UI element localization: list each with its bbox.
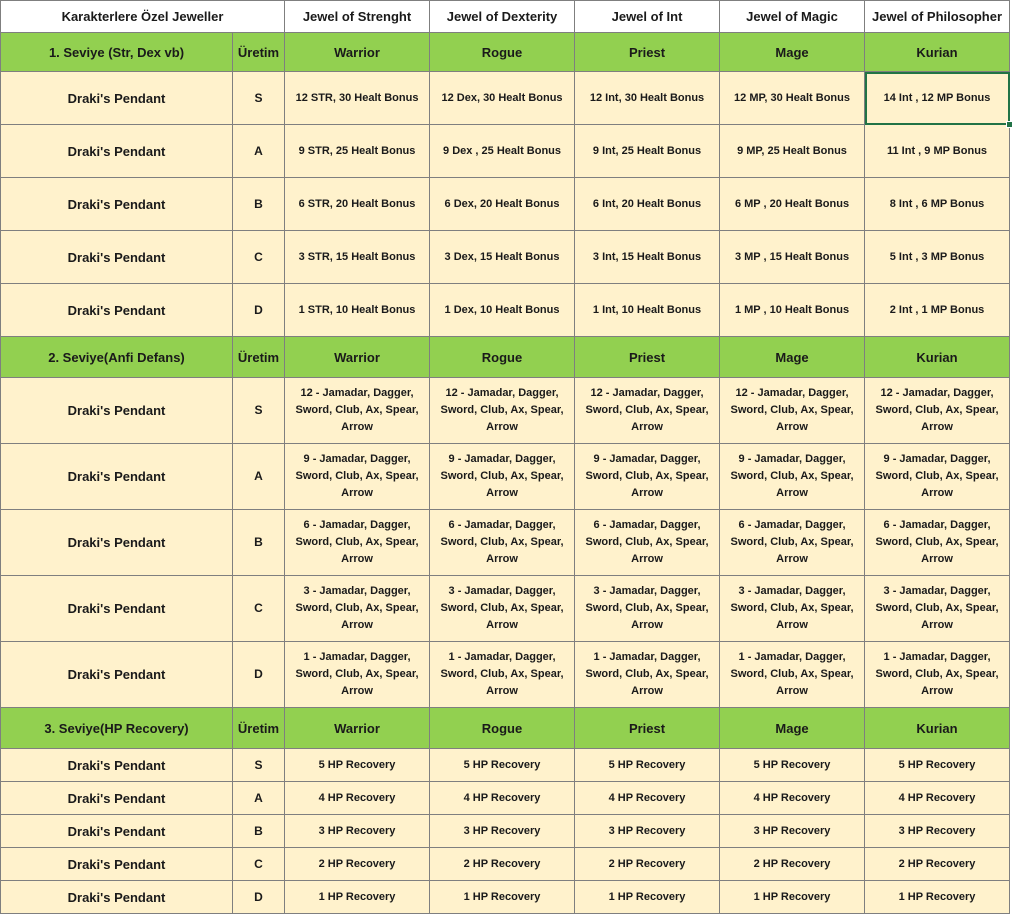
bonus-value-cell[interactable]: 3 HP Recovery [285, 815, 430, 848]
item-name-cell[interactable]: Draki's Pendant [1, 125, 233, 178]
bonus-value-cell[interactable]: 1 MP , 10 Healt Bonus [720, 284, 865, 337]
bonus-value-cell[interactable]: 9 - Jamadar, Dagger, Sword, Club, Ax, Spear, Arrow [865, 444, 1010, 510]
bonus-value-cell[interactable]: 5 HP Recovery [865, 749, 1010, 782]
bonus-value-cell[interactable]: 1 - Jamadar, Dagger, Sword, Club, Ax, Spear, Arrow [865, 642, 1010, 708]
table-row [1, 749, 1010, 782]
table-row [1, 284, 1010, 337]
grade-cell[interactable]: S [233, 749, 285, 782]
bonus-value-cell[interactable]: 9 - Jamadar, Dagger, Sword, Club, Ax, Spear, Arrow [720, 444, 865, 510]
bonus-value-cell[interactable]: 3 Int, 15 Healt Bonus [575, 231, 720, 284]
grade-cell[interactable]: A [233, 444, 285, 510]
bonus-value-cell[interactable]: 12 Dex, 30 Healt Bonus [430, 72, 575, 125]
bonus-value-cell[interactable]: 4 HP Recovery [720, 782, 865, 815]
bonus-value-cell[interactable]: 5 HP Recovery [430, 749, 575, 782]
uretim-header-cell[interactable]: Üretim [233, 337, 285, 378]
jewel-header-cell[interactable]: Jewel of Int [575, 1, 720, 33]
bonus-value-cell[interactable]: 2 HP Recovery [285, 848, 430, 881]
bonus-value-cell[interactable]: 3 STR, 15 Healt Bonus [285, 231, 430, 284]
bonus-value-cell[interactable]: 1 - Jamadar, Dagger, Sword, Club, Ax, Spear, Arrow [720, 642, 865, 708]
table-title-cell[interactable]: Karakterlere Özel Jeweller [1, 1, 285, 33]
title-row [1, 1, 1010, 33]
bonus-value-cell[interactable]: 3 - Jamadar, Dagger, Sword, Club, Ax, Spear, Arrow [430, 576, 575, 642]
bonus-value-cell[interactable]: 12 - Jamadar, Dagger, Sword, Club, Ax, Spear, Arrow [430, 378, 575, 444]
bonus-value-cell[interactable]: 2 HP Recovery [575, 848, 720, 881]
item-name-cell[interactable]: Draki's Pendant [1, 642, 233, 708]
bonus-value-cell[interactable]: 6 Int, 20 Healt Bonus [575, 178, 720, 231]
item-name-cell[interactable]: Draki's Pendant [1, 815, 233, 848]
bonus-value-cell[interactable]: 12 - Jamadar, Dagger, Sword, Club, Ax, Spear, Arrow [720, 378, 865, 444]
table-row [1, 378, 1010, 444]
table-row [1, 881, 1010, 914]
bonus-value-cell[interactable]: 5 HP Recovery [720, 749, 865, 782]
bonus-value-cell[interactable]: 12 - Jamadar, Dagger, Sword, Club, Ax, Spear, Arrow [575, 378, 720, 444]
bonus-value-cell[interactable]: 2 HP Recovery [720, 848, 865, 881]
bonus-value-cell[interactable]: 2 HP Recovery [865, 848, 1010, 881]
uretim-header-cell[interactable]: Üretim [233, 708, 285, 749]
grade-cell[interactable]: B [233, 178, 285, 231]
item-name-cell[interactable]: Draki's Pendant [1, 749, 233, 782]
class-header-cell[interactable]: Priest [575, 33, 720, 72]
bonus-value-cell[interactable]: 1 Dex, 10 Healt Bonus [430, 284, 575, 337]
grade-cell[interactable]: D [233, 642, 285, 708]
class-header-cell[interactable]: Warrior [285, 33, 430, 72]
bonus-value-cell[interactable]: 1 HP Recovery [575, 881, 720, 914]
section-header-row [1, 708, 1010, 749]
bonus-value-cell[interactable]: 6 MP , 20 Healt Bonus [720, 178, 865, 231]
bonus-value-cell[interactable]: 11 Int , 9 MP Bonus [865, 125, 1010, 178]
jewel-header-cell[interactable]: Jewel of Strenght [285, 1, 430, 33]
class-header-cell[interactable]: Rogue [430, 708, 575, 749]
section-header-row [1, 33, 1010, 72]
bonus-value-cell[interactable]: 4 HP Recovery [285, 782, 430, 815]
bonus-value-cell[interactable]: 6 STR, 20 Healt Bonus [285, 178, 430, 231]
bonus-value-cell[interactable]: 9 Dex , 25 Healt Bonus [430, 125, 575, 178]
item-name-cell[interactable]: Draki's Pendant [1, 881, 233, 914]
bonus-value-cell[interactable]: 9 - Jamadar, Dagger, Sword, Club, Ax, Spear, Arrow [430, 444, 575, 510]
section-label-cell[interactable]: 2. Seviye(Anfi Defans) [1, 337, 233, 378]
class-header-cell[interactable]: Mage [720, 33, 865, 72]
class-header-cell[interactable]: Mage [720, 708, 865, 749]
item-name-cell[interactable]: Draki's Pendant [1, 782, 233, 815]
grade-cell[interactable]: D [233, 881, 285, 914]
bonus-value-cell[interactable]: 6 - Jamadar, Dagger, Sword, Club, Ax, Spear, Arrow [285, 510, 430, 576]
bonus-value-cell[interactable]: 2 Int , 1 MP Bonus [865, 284, 1010, 337]
bonus-value-cell[interactable]: 1 - Jamadar, Dagger, Sword, Club, Ax, Spear, Arrow [285, 642, 430, 708]
grade-cell[interactable]: B [233, 510, 285, 576]
table-row [1, 178, 1010, 231]
item-name-cell[interactable]: Draki's Pendant [1, 848, 233, 881]
bonus-value-cell[interactable]: 12 Int, 30 Healt Bonus [575, 72, 720, 125]
bonus-value-cell[interactable]: 1 HP Recovery [865, 881, 1010, 914]
bonus-value-cell[interactable]: 3 MP , 15 Healt Bonus [720, 231, 865, 284]
grade-cell[interactable]: S [233, 72, 285, 125]
grade-cell[interactable]: S [233, 378, 285, 444]
class-header-cell[interactable]: Warrior [285, 337, 430, 378]
selected-cell[interactable]: 14 Int , 12 MP Bonus [865, 72, 1010, 125]
class-header-cell[interactable]: Rogue [430, 33, 575, 72]
table-row [1, 848, 1010, 881]
jewel-header-cell[interactable]: Jewel of Philosopher [865, 1, 1010, 33]
bonus-value-cell[interactable]: 6 - Jamadar, Dagger, Sword, Club, Ax, Spear, Arrow [720, 510, 865, 576]
bonus-value-cell[interactable]: 6 Dex, 20 Healt Bonus [430, 178, 575, 231]
table-row [1, 782, 1010, 815]
bonus-value-cell[interactable]: 6 - Jamadar, Dagger, Sword, Club, Ax, Spear, Arrow [575, 510, 720, 576]
uretim-header-cell[interactable]: Üretim [233, 33, 285, 72]
item-name-cell[interactable]: Draki's Pendant [1, 284, 233, 337]
bonus-value-cell[interactable]: 1 HP Recovery [430, 881, 575, 914]
bonus-value-cell[interactable]: 3 HP Recovery [720, 815, 865, 848]
bonus-value-cell[interactable]: 3 Dex, 15 Healt Bonus [430, 231, 575, 284]
table-row [1, 815, 1010, 848]
item-name-cell[interactable]: Draki's Pendant [1, 72, 233, 125]
section-label-cell[interactable]: 3. Seviye(HP Recovery) [1, 708, 233, 749]
bonus-value-cell[interactable]: 1 HP Recovery [720, 881, 865, 914]
bonus-value-cell[interactable]: 2 HP Recovery [430, 848, 575, 881]
bonus-value-cell[interactable]: 9 - Jamadar, Dagger, Sword, Club, Ax, Spear, Arrow [285, 444, 430, 510]
grade-cell[interactable]: C [233, 231, 285, 284]
bonus-value-cell[interactable]: 3 - Jamadar, Dagger, Sword, Club, Ax, Spear, Arrow [720, 576, 865, 642]
class-header-cell[interactable]: Kurian [865, 337, 1010, 378]
table-row [1, 231, 1010, 284]
bonus-value-cell[interactable]: 6 - Jamadar, Dagger, Sword, Club, Ax, Spear, Arrow [865, 510, 1010, 576]
section-label-cell[interactable]: 1. Seviye (Str, Dex vb) [1, 33, 233, 72]
bonus-value-cell[interactable]: 1 STR, 10 Healt Bonus [285, 284, 430, 337]
bonus-value-cell[interactable]: 4 HP Recovery [575, 782, 720, 815]
bonus-value-cell[interactable]: 3 HP Recovery [575, 815, 720, 848]
table-row [1, 510, 1010, 576]
grade-cell[interactable]: D [233, 284, 285, 337]
bonus-value-cell[interactable]: 3 HP Recovery [865, 815, 1010, 848]
bonus-value-cell[interactable]: 4 HP Recovery [430, 782, 575, 815]
class-header-cell[interactable]: Priest [575, 708, 720, 749]
bonus-value-cell[interactable]: 9 Int, 25 Healt Bonus [575, 125, 720, 178]
bonus-value-cell[interactable]: 9 - Jamadar, Dagger, Sword, Club, Ax, Spear, Arrow [575, 444, 720, 510]
table-row [1, 125, 1010, 178]
bonus-value-cell[interactable]: 12 - Jamadar, Dagger, Sword, Club, Ax, Spear, Arrow [285, 378, 430, 444]
item-name-cell[interactable]: Draki's Pendant [1, 178, 233, 231]
grade-cell[interactable]: A [233, 782, 285, 815]
grade-cell[interactable]: C [233, 848, 285, 881]
bonus-value-cell[interactable]: 3 - Jamadar, Dagger, Sword, Club, Ax, Spear, Arrow [575, 576, 720, 642]
bonus-value-cell[interactable]: 4 HP Recovery [865, 782, 1010, 815]
table-row [1, 444, 1010, 510]
bonus-value-cell[interactable]: 12 STR, 30 Healt Bonus [285, 72, 430, 125]
item-name-cell[interactable]: Draki's Pendant [1, 510, 233, 576]
table-row [1, 72, 1010, 125]
item-name-cell[interactable]: Draki's Pendant [1, 231, 233, 284]
class-header-cell[interactable]: Rogue [430, 337, 575, 378]
bonus-value-cell[interactable]: 12 MP, 30 Healt Bonus [720, 72, 865, 125]
bonus-value-cell[interactable]: 9 MP, 25 Healt Bonus [720, 125, 865, 178]
bonus-value-cell[interactable]: 1 Int, 10 Healt Bonus [575, 284, 720, 337]
class-header-cell[interactable]: Priest [575, 337, 720, 378]
bonus-value-cell[interactable]: 8 Int , 6 MP Bonus [865, 178, 1010, 231]
item-name-cell[interactable]: Draki's Pendant [1, 378, 233, 444]
bonus-value-cell[interactable]: 5 Int , 3 MP Bonus [865, 231, 1010, 284]
grade-cell[interactable]: A [233, 125, 285, 178]
bonus-value-cell[interactable]: 5 HP Recovery [285, 749, 430, 782]
item-name-cell[interactable]: Draki's Pendant [1, 576, 233, 642]
bonus-value-cell[interactable]: 1 - Jamadar, Dagger, Sword, Club, Ax, Spear, Arrow [575, 642, 720, 708]
bonus-value-cell[interactable]: 5 HP Recovery [575, 749, 720, 782]
jewel-header-cell[interactable]: Jewel of Magic [720, 1, 865, 33]
bonus-value-cell[interactable]: 1 HP Recovery [285, 881, 430, 914]
grade-cell[interactable]: C [233, 576, 285, 642]
bonus-value-cell[interactable]: 1 - Jamadar, Dagger, Sword, Club, Ax, Spear, Arrow [430, 642, 575, 708]
bonus-value-cell[interactable]: 6 - Jamadar, Dagger, Sword, Club, Ax, Spear, Arrow [430, 510, 575, 576]
grade-cell[interactable]: B [233, 815, 285, 848]
item-name-cell[interactable]: Draki's Pendant [1, 444, 233, 510]
table-row [1, 642, 1010, 708]
bonus-value-cell[interactable]: 12 - Jamadar, Dagger, Sword, Club, Ax, Spear, Arrow [865, 378, 1010, 444]
class-header-cell[interactable]: Kurian [865, 708, 1010, 749]
section-header-row [1, 337, 1010, 378]
class-header-cell[interactable]: Warrior [285, 708, 430, 749]
bonus-value-cell[interactable]: 9 STR, 25 Healt Bonus [285, 125, 430, 178]
jewel-header-cell[interactable]: Jewel of Dexterity [430, 1, 575, 33]
bonus-value-cell[interactable]: 3 - Jamadar, Dagger, Sword, Club, Ax, Spear, Arrow [285, 576, 430, 642]
table-body [1, 1, 1010, 914]
table-row [1, 576, 1010, 642]
bonus-value-cell[interactable]: 3 HP Recovery [430, 815, 575, 848]
class-header-cell[interactable]: Mage [720, 337, 865, 378]
bonus-value-cell[interactable]: 3 - Jamadar, Dagger, Sword, Club, Ax, Spear, Arrow [865, 576, 1010, 642]
class-header-cell[interactable]: Kurian [865, 33, 1010, 72]
